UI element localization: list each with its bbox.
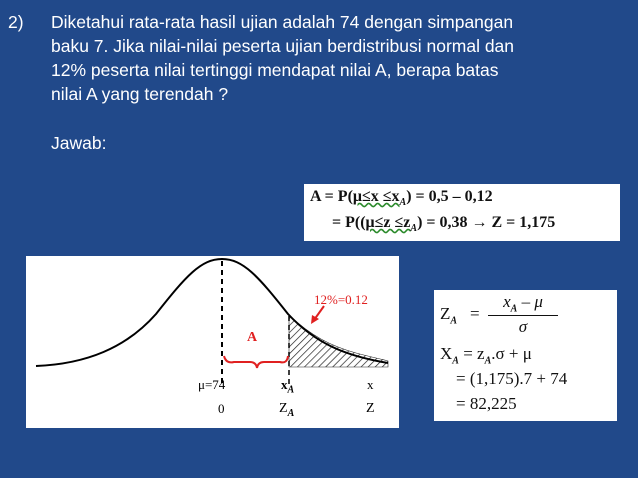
axis-label-x: x xyxy=(367,377,374,392)
problem-number: 2) xyxy=(8,12,24,32)
za-equals: = xyxy=(470,304,480,323)
probability-equation-line-2: = $P((\mu\le z \le z_A) = 0,38 \to Z = 1,175$ xyxy=(332,214,556,235)
percent-label: 12%=0.12 xyxy=(314,292,368,307)
problem-text xyxy=(51,10,621,106)
region-a-brace xyxy=(224,356,288,368)
region-a-label: A xyxy=(247,330,258,345)
xa-substitution: = (1,175).7 + 74 xyxy=(456,369,568,388)
problem-line: baku 7. Jika nilai-nilai peserta ujian berdistribusi normal dan xyxy=(51,36,515,56)
axis-label-z: Z xyxy=(366,401,375,416)
z-score-fraction xyxy=(488,292,558,337)
fraction-numerator: $x_A$ – μ xyxy=(488,292,558,316)
probability-equation-line-1: $A = P(\mu\le x \le x_A) = 0,5 - 0,12$ xyxy=(310,188,493,209)
answer-label: Jawab: xyxy=(51,133,107,153)
normal-curve-svg xyxy=(26,256,399,428)
fraction-denominator: σ xyxy=(518,317,528,337)
z-score-equation-box xyxy=(434,290,617,421)
xa-result: = 82,225 xyxy=(456,394,517,413)
axis-label-mu: μ=74 xyxy=(198,377,226,392)
problem-line: nilai A yang terendah ? xyxy=(51,84,229,104)
problem-line: 12% peserta nilai tertinggi mendapat nilai A, berapa batas xyxy=(51,60,499,80)
axis-label-xa: $x_A$ xyxy=(281,377,295,396)
axis-label-za: $Z_A$ xyxy=(279,401,295,419)
axis-label-zero: 0 xyxy=(218,401,225,416)
probability-equation-box xyxy=(304,184,620,241)
xa-equation: $X_A = z_A.\sigma + \mu$ xyxy=(440,344,532,367)
normal-distribution-graph xyxy=(26,256,399,428)
za-lhs: $Z_A$ xyxy=(440,304,458,327)
problem-line: Diketahui rata-rata hasil ujian adalah 74 dengan simpangan xyxy=(51,12,514,32)
